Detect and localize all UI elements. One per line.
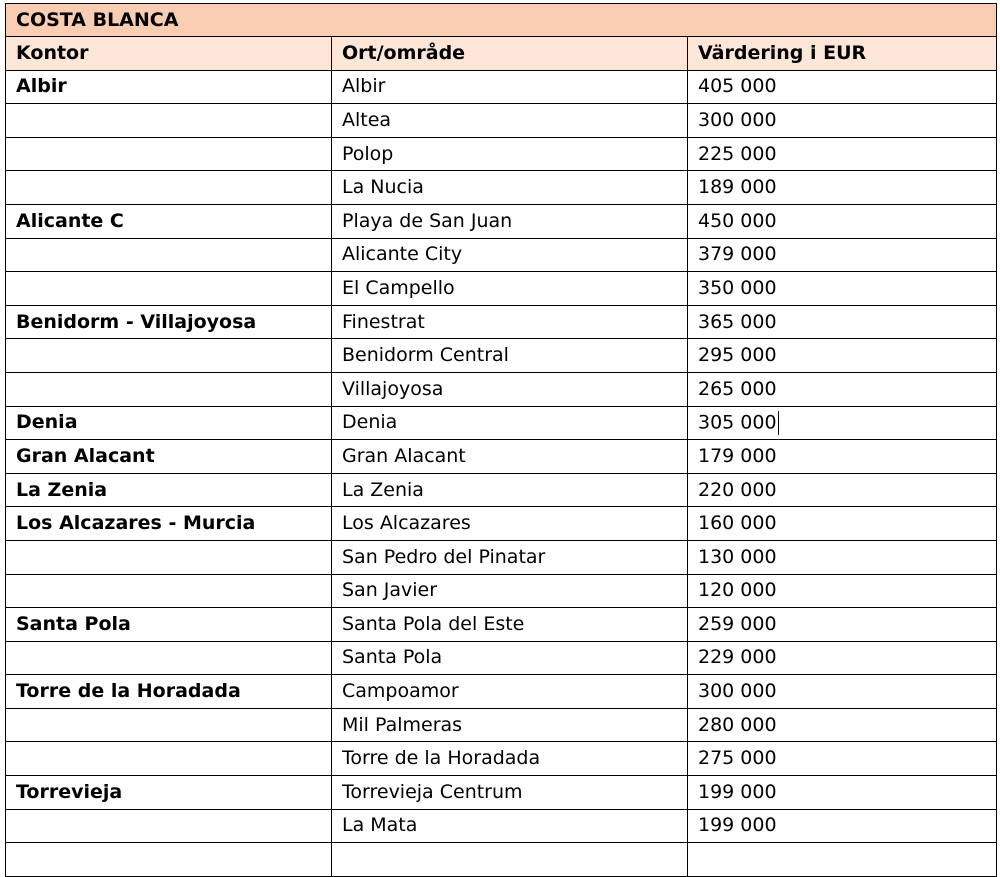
area-cell[interactable] [332, 473, 688, 507]
table-row [6, 540, 997, 574]
area-cell[interactable] [332, 272, 688, 306]
table-row [6, 608, 997, 642]
valuation-cell-text: 160 000 [698, 512, 777, 535]
area-cell-text: Benidorm Central [342, 344, 509, 367]
office-cell-text: Benidorm - Villajoyosa [16, 310, 257, 333]
area-cell[interactable] [332, 204, 688, 238]
area-cell[interactable] [332, 574, 688, 608]
office-cell[interactable] [6, 608, 332, 642]
valuation-cell-text: 120 000 [698, 579, 777, 602]
area-cell[interactable] [332, 70, 688, 104]
area-cell-text: La Zenia [342, 478, 424, 501]
area-cell[interactable] [332, 776, 688, 810]
table-row [6, 641, 997, 675]
area-cell[interactable] [332, 843, 688, 877]
area-cell[interactable] [332, 406, 688, 440]
valuation-cell[interactable] [688, 272, 997, 306]
office-cell[interactable] [6, 440, 332, 474]
table-header-row [6, 37, 997, 71]
area-cell[interactable] [332, 608, 688, 642]
valuation-cell[interactable] [688, 641, 997, 675]
area-cell-text: Villajoyosa [342, 377, 444, 400]
area-cell[interactable] [332, 171, 688, 205]
valuation-cell[interactable] [688, 540, 997, 574]
valuation-cell-text: 275 000 [698, 747, 777, 770]
office-cell[interactable] [6, 574, 332, 608]
valuation-cell-text: 259 000 [698, 612, 777, 635]
table-row [6, 339, 997, 373]
valuation-cell[interactable] [688, 675, 997, 709]
area-cell-text: Santa Pola [342, 646, 443, 669]
table-row [6, 305, 997, 339]
valuation-cell-text: 225 000 [698, 142, 777, 165]
office-cell-text: La Zenia [16, 478, 108, 501]
table-row [6, 473, 997, 507]
area-cell-text: Playa de San Juan [342, 209, 513, 232]
office-cell[interactable] [6, 171, 332, 205]
area-cell[interactable] [332, 137, 688, 171]
header-vardering: Värdering i EUR [688, 37, 997, 71]
valuation-cell-text: 229 000 [698, 646, 777, 669]
area-cell-text: Altea [342, 108, 392, 131]
area-cell[interactable] [332, 339, 688, 373]
valuation-cell-text: 405 000 [698, 75, 777, 98]
office-cell[interactable] [6, 507, 332, 541]
office-cell[interactable] [6, 204, 332, 238]
area-cell[interactable] [332, 641, 688, 675]
table-row [6, 171, 997, 205]
office-cell-text: Torre de la Horadada [16, 680, 241, 703]
valuation-cell-text: 350 000 [698, 276, 777, 299]
area-cell[interactable] [332, 540, 688, 574]
valuation-cell[interactable] [688, 574, 997, 608]
area-cell[interactable] [332, 809, 688, 843]
office-cell[interactable] [6, 540, 332, 574]
table-row [6, 776, 997, 810]
office-cell[interactable] [6, 708, 332, 742]
office-cell[interactable] [6, 339, 332, 373]
area-cell-text: El Campello [342, 276, 455, 299]
valuation-table [5, 3, 997, 877]
area-cell[interactable] [332, 238, 688, 272]
valuation-cell-text: 379 000 [698, 243, 777, 266]
valuation-cell[interactable] [688, 776, 997, 810]
table-row [6, 70, 997, 104]
table-body [6, 70, 997, 876]
valuation-cell-text: 179 000 [698, 444, 777, 467]
table-row [6, 574, 997, 608]
table-row [6, 507, 997, 541]
table-title: COSTA BLANCA [6, 4, 997, 37]
valuation-cell-text: 199 000 [698, 780, 777, 803]
valuation-cell[interactable] [688, 305, 997, 339]
office-cell[interactable] [6, 272, 332, 306]
valuation-cell[interactable] [688, 372, 997, 406]
valuation-cell-text: 365 000 [698, 310, 777, 333]
office-cell-text: Gran Alacant [16, 444, 155, 467]
area-cell[interactable] [332, 675, 688, 709]
office-cell-text: Albir [16, 75, 67, 98]
table-title-row [6, 4, 997, 37]
office-cell[interactable] [6, 843, 332, 877]
office-cell[interactable] [6, 104, 332, 138]
office-cell[interactable] [6, 742, 332, 776]
table-row [6, 440, 997, 474]
area-cell[interactable] [332, 372, 688, 406]
table-row [6, 843, 997, 877]
office-cell-text: Alicante C [16, 209, 124, 232]
valuation-cell[interactable] [688, 809, 997, 843]
table-row [6, 372, 997, 406]
office-cell-text: Los Alcazares - Murcia [16, 512, 256, 535]
office-cell[interactable] [6, 70, 332, 104]
office-cell[interactable] [6, 809, 332, 843]
valuation-cell[interactable] [688, 742, 997, 776]
valuation-cell-text: 130 000 [698, 545, 777, 568]
valuation-cell-text: 300 000 [698, 680, 777, 703]
office-cell[interactable] [6, 406, 332, 440]
valuation-cell[interactable] [688, 339, 997, 373]
office-cell[interactable] [6, 238, 332, 272]
table-row [6, 238, 997, 272]
table-row [6, 708, 997, 742]
valuation-cell[interactable] [688, 204, 997, 238]
office-cell[interactable] [6, 641, 332, 675]
valuation-cell[interactable] [688, 507, 997, 541]
valuation-cell-text: 305 000 [698, 411, 777, 434]
area-cell-text: Campoamor [342, 680, 459, 703]
office-cell[interactable] [6, 372, 332, 406]
table-row [6, 742, 997, 776]
office-cell[interactable] [6, 675, 332, 709]
area-cell-text: Finestrat [342, 310, 425, 333]
valuation-cell[interactable] [688, 708, 997, 742]
area-cell-text: Los Alcazares [342, 512, 471, 535]
valuation-cell[interactable] [688, 238, 997, 272]
table-row [6, 675, 997, 709]
valuation-cell[interactable] [688, 440, 997, 474]
area-cell[interactable] [332, 104, 688, 138]
valuation-cell-text: 220 000 [698, 478, 777, 501]
area-cell-text: Denia [342, 411, 398, 434]
area-cell-text: Gran Alacant [342, 444, 466, 467]
table-row [6, 204, 997, 238]
valuation-cell[interactable] [688, 843, 997, 877]
valuation-cell-text: 280 000 [698, 713, 777, 736]
office-cell[interactable] [6, 473, 332, 507]
area-cell[interactable] [332, 742, 688, 776]
office-cell-text: Santa Pola [16, 612, 131, 635]
valuation-cell-text: 265 000 [698, 377, 777, 400]
area-cell-text: Albir [342, 75, 386, 98]
valuation-cell[interactable] [688, 473, 997, 507]
valuation-cell[interactable] [688, 70, 997, 104]
office-cell[interactable] [6, 776, 332, 810]
table-row [6, 406, 997, 440]
office-cell-text: Torrevieja [16, 780, 123, 803]
area-cell-text: San Javier [342, 579, 438, 602]
area-cell[interactable] [332, 507, 688, 541]
office-cell[interactable] [6, 137, 332, 171]
area-cell[interactable] [332, 708, 688, 742]
valuation-cell[interactable] [688, 406, 997, 440]
area-cell[interactable] [332, 305, 688, 339]
valuation-cell-text: 295 000 [698, 344, 777, 367]
area-cell-text: Santa Pola del Este [342, 612, 525, 635]
valuation-cell[interactable] [688, 104, 997, 138]
valuation-cell-text: 300 000 [698, 108, 777, 131]
office-cell-text: Denia [16, 411, 78, 434]
valuation-cell[interactable] [688, 171, 997, 205]
area-cell-text: La Nucia [342, 176, 424, 199]
valuation-cell-text: 199 000 [698, 814, 777, 837]
area-cell-text: Mil Palmeras [342, 713, 463, 736]
area-cell[interactable] [332, 440, 688, 474]
valuation-cell[interactable] [688, 137, 997, 171]
table-row [6, 137, 997, 171]
area-cell-text: San Pedro del Pinatar [342, 545, 546, 568]
table-row [6, 272, 997, 306]
office-cell[interactable] [6, 305, 332, 339]
area-cell-text: Torre de la Horadada [342, 747, 541, 770]
header-kontor: Kontor [6, 37, 332, 71]
area-cell-text: Torrevieja Centrum [342, 780, 523, 803]
valuation-cell-text: 189 000 [698, 176, 777, 199]
valuation-cell-text: 450 000 [698, 209, 777, 232]
table-row [6, 809, 997, 843]
header-ort-omrade: Ort/område [332, 37, 688, 71]
area-cell-text: Polop [342, 142, 394, 165]
valuation-cell[interactable] [688, 608, 997, 642]
area-cell-text: Alicante City [342, 243, 463, 266]
area-cell-text: La Mata [342, 814, 418, 837]
text-cursor [778, 411, 779, 435]
table-row [6, 104, 997, 138]
